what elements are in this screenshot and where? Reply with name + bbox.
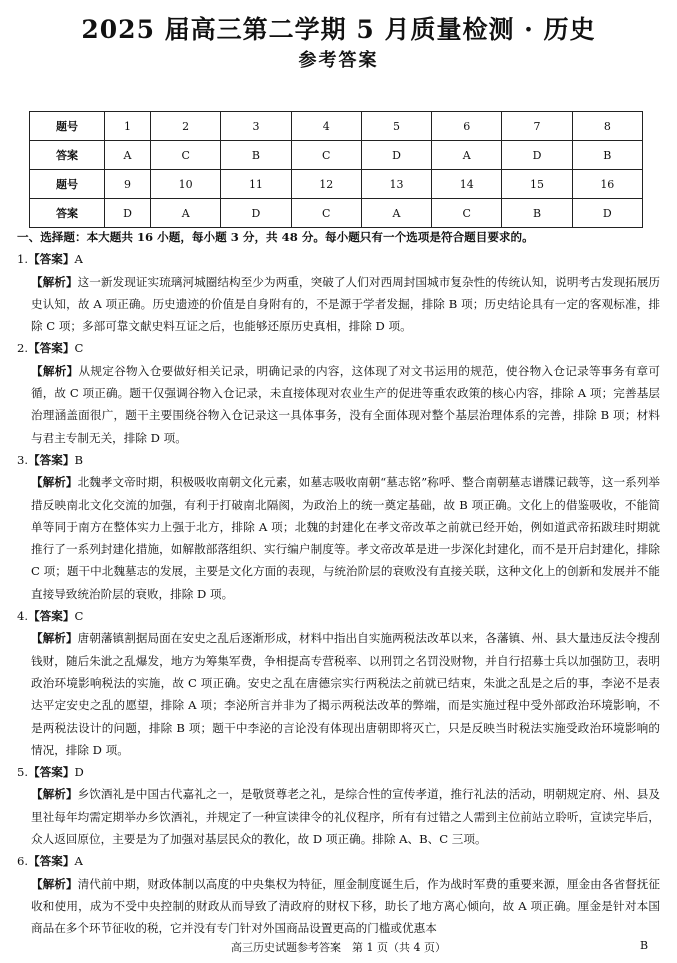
table-cell: D: [572, 199, 642, 228]
answer-table: [29, 111, 643, 228]
question-number: 5.: [17, 765, 29, 780]
table-row: [30, 141, 643, 170]
table-cell: 2: [151, 112, 221, 141]
answer-label: 【答案】: [28, 252, 75, 267]
table-cell: 11: [221, 170, 291, 199]
table-cell: A: [151, 199, 221, 228]
row-header: 答案: [30, 199, 105, 228]
table-cell: D: [361, 141, 431, 170]
question-analysis: [17, 783, 660, 850]
analysis-label: 【解析】: [31, 876, 78, 891]
table-cell: 15: [502, 170, 572, 199]
table-cell: B: [572, 141, 642, 170]
page-subtitle: 参考答案: [298, 50, 379, 71]
question-analysis: [17, 471, 660, 605]
row-header: 答案: [30, 141, 105, 170]
table-cell: C: [291, 199, 361, 228]
page-footer: 高三历史试题参考答案 第 1 页（共 4 页）: [231, 941, 446, 954]
table-cell: 10: [151, 170, 221, 199]
table-cell: 7: [502, 112, 572, 141]
table-cell: D: [502, 141, 572, 170]
answer-value: C: [74, 609, 84, 624]
table-cell: C: [432, 199, 502, 228]
question-answer: [17, 449, 660, 471]
table-row: [30, 170, 643, 199]
table-cell: 9: [105, 170, 151, 199]
table-cell: 16: [572, 170, 642, 199]
question-number: 3.: [17, 452, 29, 467]
table-cell: B: [221, 141, 291, 170]
answer-value: A: [74, 252, 83, 267]
answer-value: B: [74, 452, 83, 467]
table-cell: A: [105, 141, 151, 170]
analysis-label: 【解析】: [31, 363, 79, 378]
question-number: 6.: [17, 854, 29, 869]
answer-label: 【答案】: [28, 452, 75, 467]
question-answer: [17, 337, 660, 359]
answer-content: [17, 226, 660, 940]
table-cell: D: [221, 199, 291, 228]
table-cell: B: [502, 199, 572, 228]
question-answer: [17, 605, 660, 627]
question-answer: [17, 850, 660, 872]
table-row: [30, 199, 643, 228]
answer-value: D: [74, 765, 84, 780]
answer-label: 【答案】: [28, 609, 75, 624]
table-cell: 8: [572, 112, 642, 141]
table-cell: C: [151, 141, 221, 170]
version-mark: B: [640, 939, 649, 952]
analysis-text: 唐朝藩镇割据局面在安史之乱后逐渐形成，材料中指出自实施两税法改革以来，各藩镇、州、县大量违反法令搜刮钱财，随后朱泚之乱爆发，地方为筹集军费，争相提高专营税率、以刑罚之名罚没财物，并自行招募士兵以加强防卫，表明政治环境影响税法的实施，故 C 项正确。安史之乱在唐德宗实行两税法之前就已结束，朱泚之乱是之后的事，李泌不是表达平定安史之乱的愿望，排除 A 项；李泌所言并非为了揭示两税法改革的弊端，而是实施过程中受外部政治环境影响，不是两税法设计的问题，排除 B 项；题干中李泌的言论没有体现出唐朝即将灭亡，只是反映当时税法实施受政治环境影响的情况，排除 D 项。: [31, 631, 660, 757]
table-cell: 12: [291, 170, 361, 199]
question-answer: [17, 248, 660, 270]
answer-label: 【答案】: [28, 341, 75, 356]
table-cell: A: [432, 141, 502, 170]
answer-value: A: [74, 854, 83, 869]
table-cell: 6: [432, 112, 502, 141]
question-number: 1.: [17, 252, 29, 267]
question-analysis: [17, 627, 660, 761]
question-analysis: [17, 873, 660, 940]
analysis-label: 【解析】: [31, 274, 78, 289]
table-cell: 4: [291, 112, 361, 141]
page-title: 2025 届高三第二学期 5 月质量检测 · 历史: [81, 15, 596, 44]
row-header: 题号: [30, 112, 105, 141]
analysis-text: 从规定谷物入仓要做好相关记录，明确记录的内容，这体现了对文书运用的规范，使谷物入仓记录等事务有章可循，故 C 项正确。题干仅强调谷物入仓记录，未直接体现对农业生产的促进等重农政策的核心内容，排除 A 项；完善基层治理涵盖面很广，题干主要围绕谷物入仓记录这一具体事务，没有全面体现对整个基层治理体系的完善，排除 B 项；材料与君主专制无关，排除 D 项。: [31, 363, 660, 445]
table-cell: 13: [361, 170, 431, 199]
table-cell: C: [291, 141, 361, 170]
table-cell: 3: [221, 112, 291, 141]
table-cell: 14: [432, 170, 502, 199]
table-row: [30, 112, 643, 141]
answer-value: C: [74, 341, 84, 356]
question-number: 2.: [17, 341, 29, 356]
row-header: 题号: [30, 170, 105, 199]
analysis-text: 清代前中期，财政体制以高度的中央集权为特征，厘金制度诞生后，作为战时军费的重要来源，厘金由各省督抚征收和使用，成为不受中央控制的财政从而导致了清政府的财权下移，助长了地方离心倾向，故 A 项正确。厘金是针对本国商品在多个环节征收的税，它并没有专门针对外国商品设置更高的门槛或优惠本: [31, 876, 660, 936]
question-analysis: [17, 271, 660, 338]
answer-label: 【答案】: [28, 765, 75, 780]
analysis-label: 【解析】: [31, 631, 78, 646]
analysis-text: 乡饮酒礼是中国古代嘉礼之一，是敬贤尊老之礼，是综合性的宣传孝道，推行礼法的活动，明朝规定府、州、县及里社每年均需定期举办乡饮酒礼，并规定了一种宣读律令的礼仪程序，所有有过错之人需到主位前站立聆听，宣读完毕后，众人返回原位，主要是为了加强对基层民众的教化，故 D 项正确。排除 A、B、C 三项。: [31, 787, 660, 847]
table-cell: D: [105, 199, 151, 228]
section-heading: 一、选择题：本大题共 16 小题，每小题 3 分，共 48 分。每小题只有一个选项是符合题目要求的。: [17, 230, 534, 244]
analysis-label: 【解析】: [31, 787, 78, 802]
table-cell: 5: [361, 112, 431, 141]
question-analysis: [17, 360, 660, 449]
table-cell: A: [361, 199, 431, 228]
analysis-text: 这一新发现证实琉璃河城圈结构至少为两重，突破了人们对西周封国城市复杂性的传统认知，说明考古发现拓展历史认知，故 A 项正确。历史遗迹的价值是自身附有的，不是源于学者发掘，排除 B 项；历史结论具有一定的客观标准，排除 C 项；多部可靠文献史料互证之后，也能够还原历史真相，排除 D 项。: [31, 274, 660, 334]
table-cell: 1: [105, 112, 151, 141]
question-answer: [17, 761, 660, 783]
analysis-text: 北魏孝文帝时期，积极吸收南朝文化元素，如墓志吸收南朝“墓志铭”称呼、整合南朝墓志谱牒记载等，这一系列举措反映南北文化交流的加强，有利于打破南北隔阂，为政治上的统一奠定基础，故 B 项正确。文化上的借鉴吸收，不能简单等同于南方在整体实力上强于北方，排除 A 项；北魏的封建化在孝文帝改革之前就已经开始，例如道武帝拓跋珪时期就推行了一系列封建化措施，如解散部落组织、实行编户制度等。孝文帝改革是进一步深化封建化，而不是开启封建化，排除 C 项；题干中北魏墓志的发展，主要是文化方面的表现，与统治阶层的衰败没有直接关联，这种文化上的创新和发展并不能直接导致统治阶层的衰败，排除 D 项。: [31, 475, 660, 601]
answer-label: 【答案】: [28, 854, 75, 869]
analysis-label: 【解析】: [31, 475, 78, 490]
question-number: 4.: [17, 609, 29, 624]
